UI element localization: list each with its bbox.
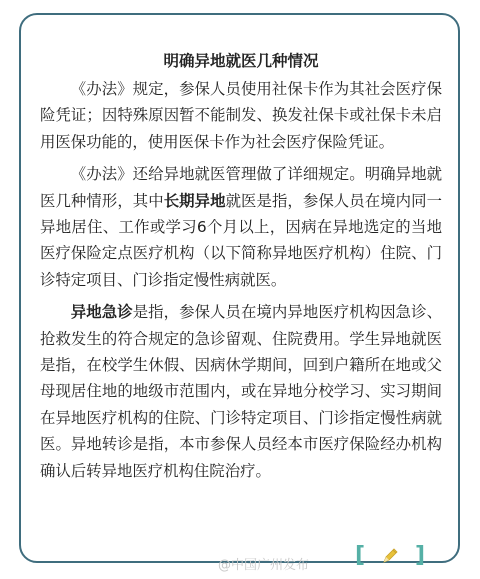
article-body: [40, 76, 442, 484]
watermark: @中国广州发布: [218, 558, 310, 573]
pencil-icon: [380, 546, 400, 566]
bold-term: 异地急诊: [70, 303, 133, 322]
article-title: 明确异地就医几种情况: [163, 52, 319, 70]
article-content: [40, 48, 442, 490]
paragraph-text: 《办法》规定，参保人员使用社保卡作为其社会医疗保险凭证；因特殊原因暂不能制发、换发社保卡或社保卡未启用医保功能的，使用医保卡作为社会医疗保险凭证。: [40, 80, 442, 151]
paragraph-text: 就医是指，参保人员在境内同一异地居住、工作或学习6个月以上，因病在异地选定的当地医疗保险定点医疗机构（以下简称异地医疗机构）住院、门诊特定项目、门诊指定慢性病就医。: [40, 191, 442, 289]
bold-term: 长期异地: [163, 191, 226, 210]
paragraph: [40, 76, 442, 155]
left-bracket: [: [355, 543, 366, 568]
paragraph: [40, 161, 442, 293]
paragraph-text: 《办法》还给异地就医管理做了详细规定。明确异地就医几种情形，其中: [40, 165, 442, 210]
paragraph: [40, 299, 442, 484]
decoration-badge: [355, 544, 425, 568]
paragraph-text: 是指，参保人员在境内异地医疗机构因急诊、抢救发生的符合规定的急诊留观、住院费用。学生异地就医是指，在校学生休假、因病休学期间，回到户籍所在地或父母现居住地的地级市范围内，或在异地分校学习、实习期间在异地医疗机构的住院、门诊特定项目、门诊指定慢性病就医。异地转诊是指，本市参保人员经本市医疗保险经办机构确认后转异地医疗机构住院治疗。: [40, 303, 442, 480]
right-bracket: ]: [414, 543, 425, 568]
